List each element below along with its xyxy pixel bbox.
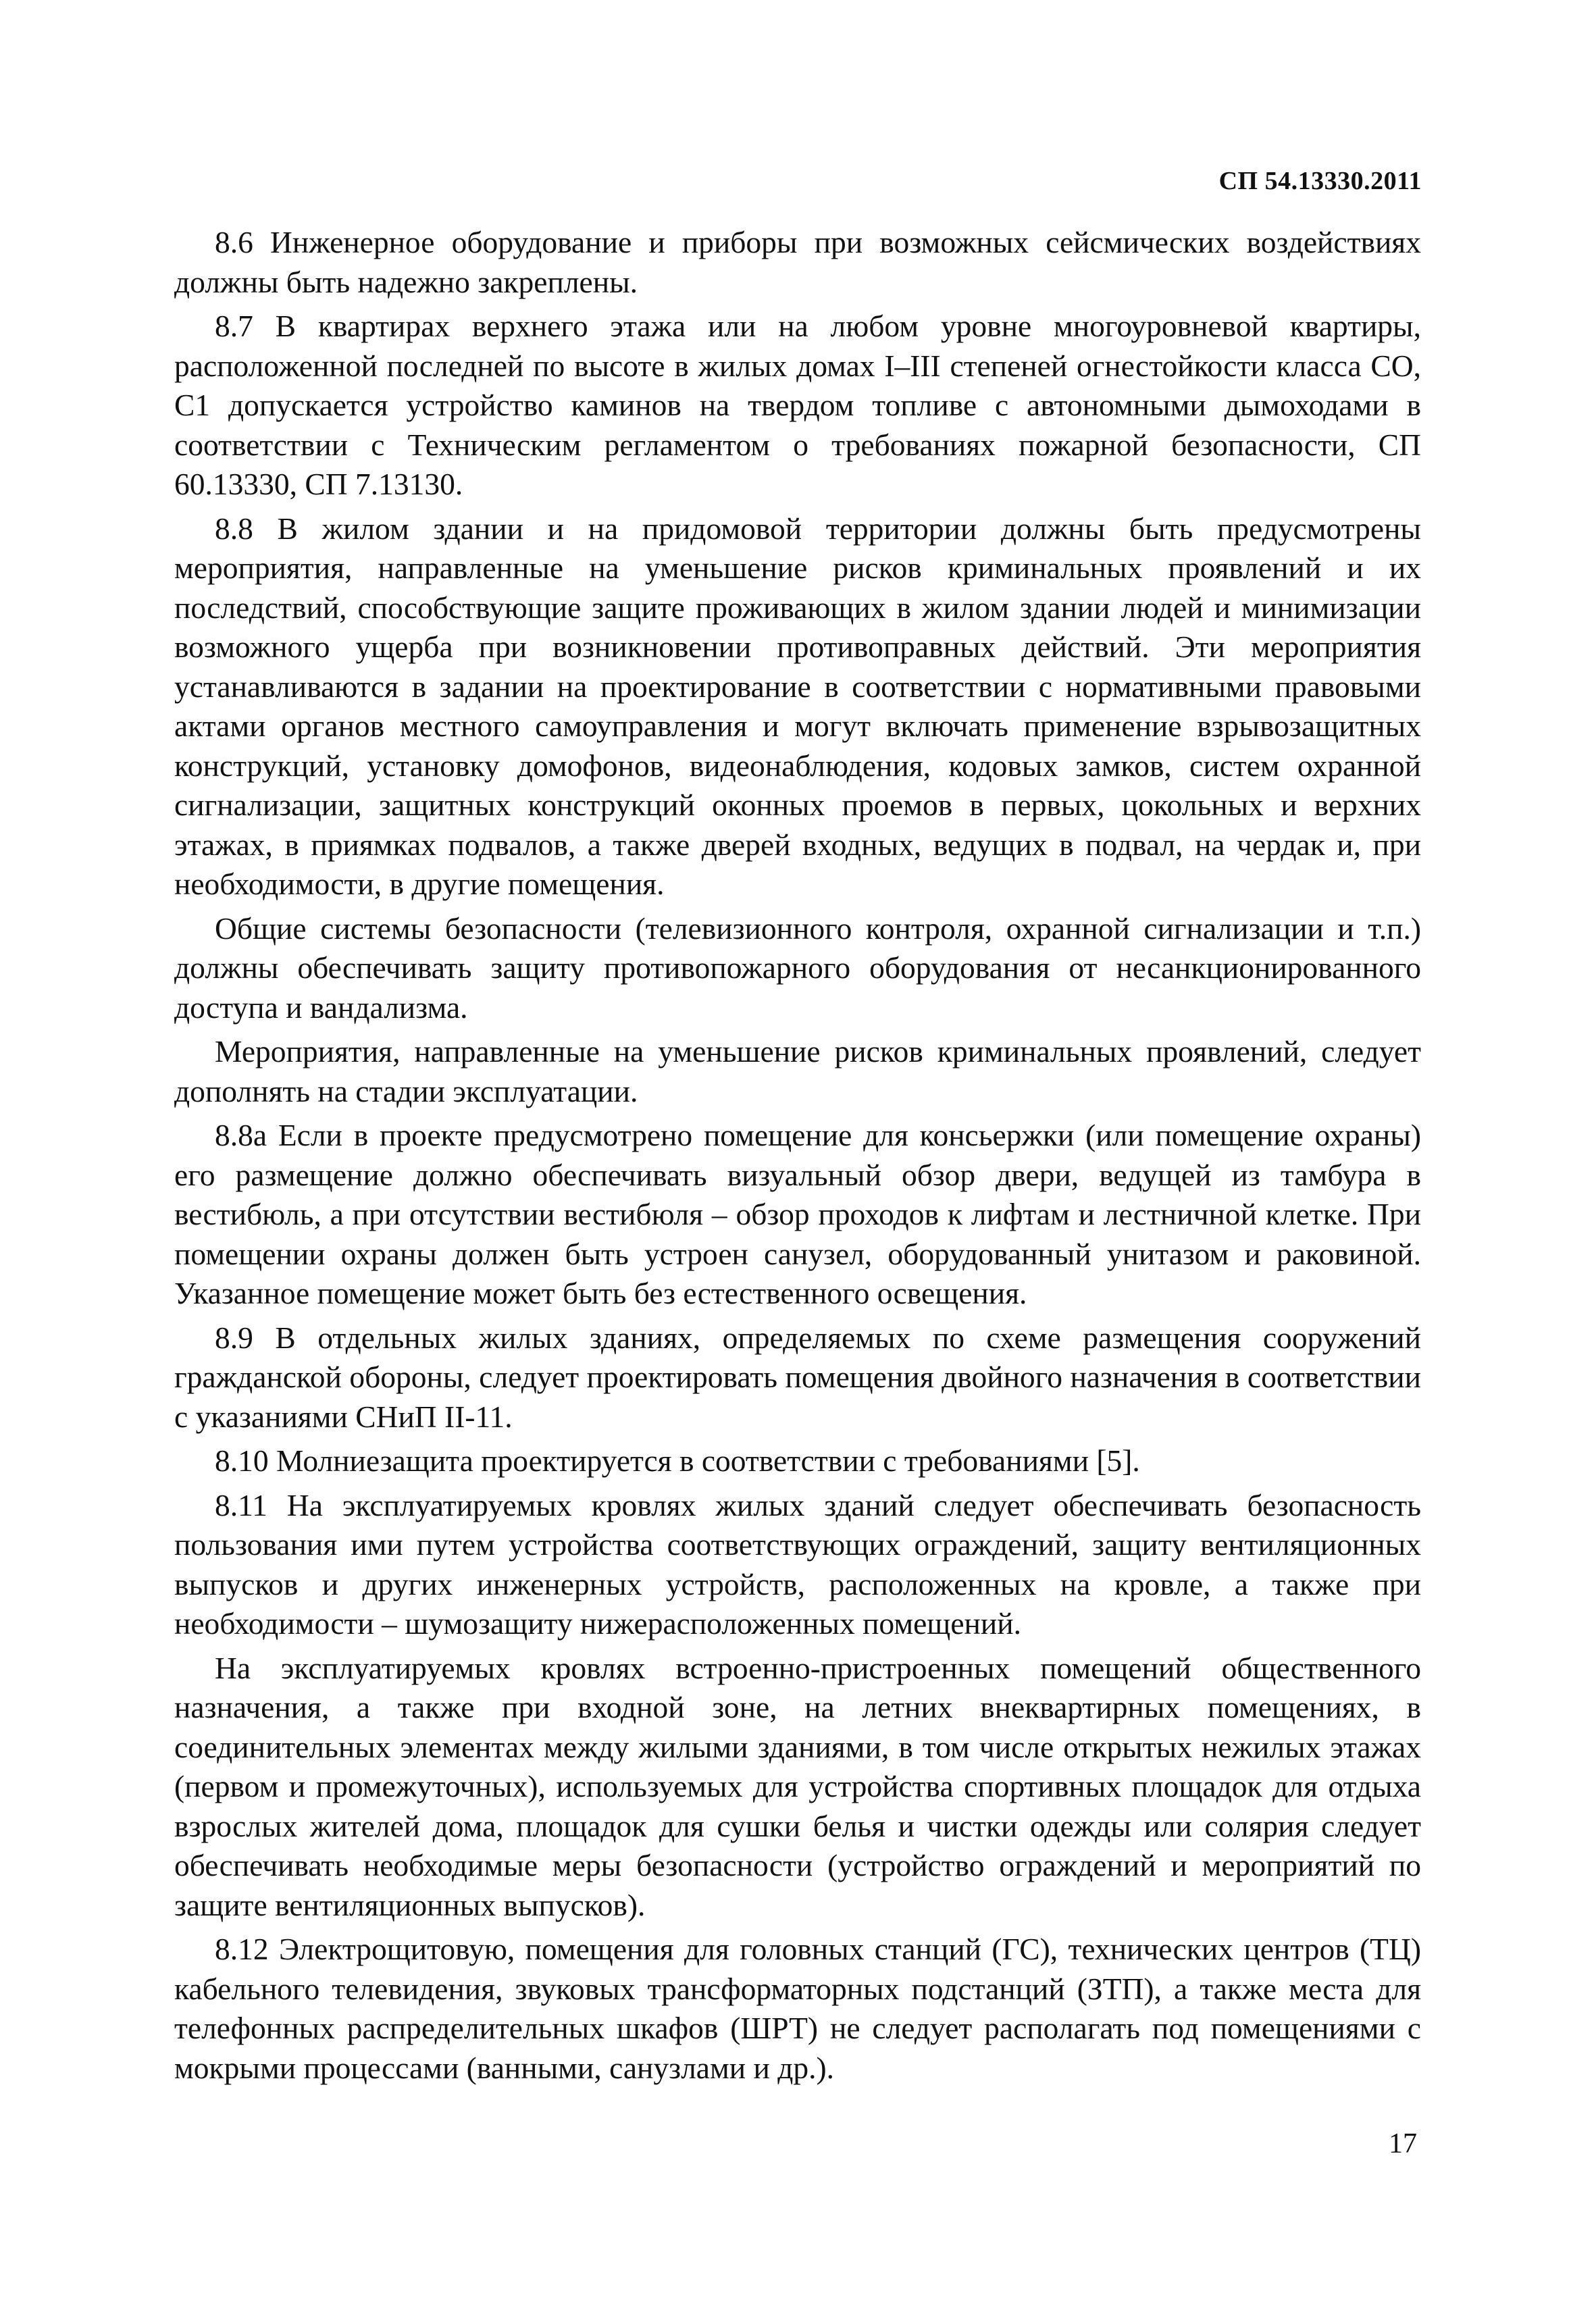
paragraph-8-10: 8.10 Молниезащита проектируется в соответствии с требованиями [5].: [215, 1443, 1140, 1478]
paragraph-roof-safety: На эксплуатируемых кровлях встроенно-пристроенных помещений общественного назначения, а также при входной зоне, на летних внеквартирных помещениях, в соединительных элементах между жилыми зданиями, в том числе открытых нежилых этажах (первом и промежуточных), используемых для устройства спортивных площадок для отдыха взрослых жителей дома, площадок для сушки белья и чистки одежды или солярия следует обеспечивать необходимые меры безопасности (устройство ограждений и мероприятий по защите вентиляционных выпусков).: [174, 1650, 1421, 1922]
paragraph-8-6: 8.6 Инженерное оборудование и приборы при возможных сейсмических воздействиях должны быть надежно закреплены.: [174, 225, 1421, 299]
page-number: 17: [1389, 2128, 1417, 2159]
paragraph-operation-measures: Мероприятия, направленные на уменьшение рисков криминальных проявлений, следует дополнять на стадии эксплуатации.: [174, 1034, 1421, 1108]
paragraph-8-8: 8.8 В жилом здании и на придомовой территории должны быть предусмотрены мероприятия, направленные на уменьшение рисков криминальных проявлений и их последствий, способствующие защите проживающих в жилом здании людей и минимизации возможного ущерба при возникновении противоправных действий. Эти мероприятия устанавливаются в задании на проектирование в соответствии с нормативными правовыми актами органов местного самоуправления и могут включать применение взрывозащитных конструкций, установку домофонов, видеонаблюдения, кодовых замков, систем охранной сигнализации, защитных конструкций оконных проемов в первых, цокольных и верхних этажах, в приямках подвалов, а также дверей входных, ведущих в подвал, на чердак и, при необходимости, в другие помещения.: [174, 511, 1421, 901]
paragraph-8-9: 8.9 В отдельных жилых зданиях, определяемых по схеме размещения сооружений гражданской обороны, следует проектировать помещения двойного назначения в соответствии с указаниями СНиП II-11.: [174, 1320, 1421, 1434]
document-body: [174, 223, 1421, 2092]
paragraph-8-12: 8.12 Электрощитовую, помещения для головных станций (ГС), технических центров (ТЦ) кабельного телевидения, звуковых трансформаторных подстанций (ЗТП), а также места для телефонных распределительных шкафов (ШРТ) не следует располагать под помещениями с мокрыми процессами (ванными, санузлами и др.).: [174, 1932, 1421, 2085]
document-code: СП 54.13330.2011: [1218, 167, 1422, 195]
paragraph-general-security-systems: Общие системы безопасности (телевизионного контроля, охранной сигнализации и т.п.) должны обеспечивать защиту противопожарного оборудования от несанкционированного доступа и вандализма.: [174, 910, 1421, 1025]
paragraph-8-7: 8.7 В квартирах верхнего этажа или на любом уровне многоуровневой квартиры, расположенной последней по высоте в жилых домах I–III степеней огнестойкости класса СО, С1 допускается устройство каминов на твердом топливе с автономными дымоходами в соответствии с Техническим регламентом о требованиях пожарной безопасности, СП 60.13330, СП 7.13130.: [174, 309, 1421, 501]
paragraph-8-11: 8.11 На эксплуатируемых кровлях жилых зданий следует обеспечивать безопасность пользования ими путем устройства соответствующих ограждений, защиту вентиляционных выпусков и других инженерных устройств, расположенных на кровле, а также при необходимости – шумозащиту нижерасположенных помещений.: [174, 1487, 1421, 1641]
paragraph-8-8a: 8.8а Если в проекте предусмотрено помещение для консьержки (или помещение охраны) его размещение должно обеспечивать визуальный обзор двери, ведущей из тамбура в вестибюль, а при отсутствии вестибюля – обзор проходов к лифтам и лестничной клетке. При помещении охраны должен быть устроен санузел, оборудованный унитазом и раковиной. Указанное помещение может быть без естественного освещения.: [174, 1118, 1421, 1310]
